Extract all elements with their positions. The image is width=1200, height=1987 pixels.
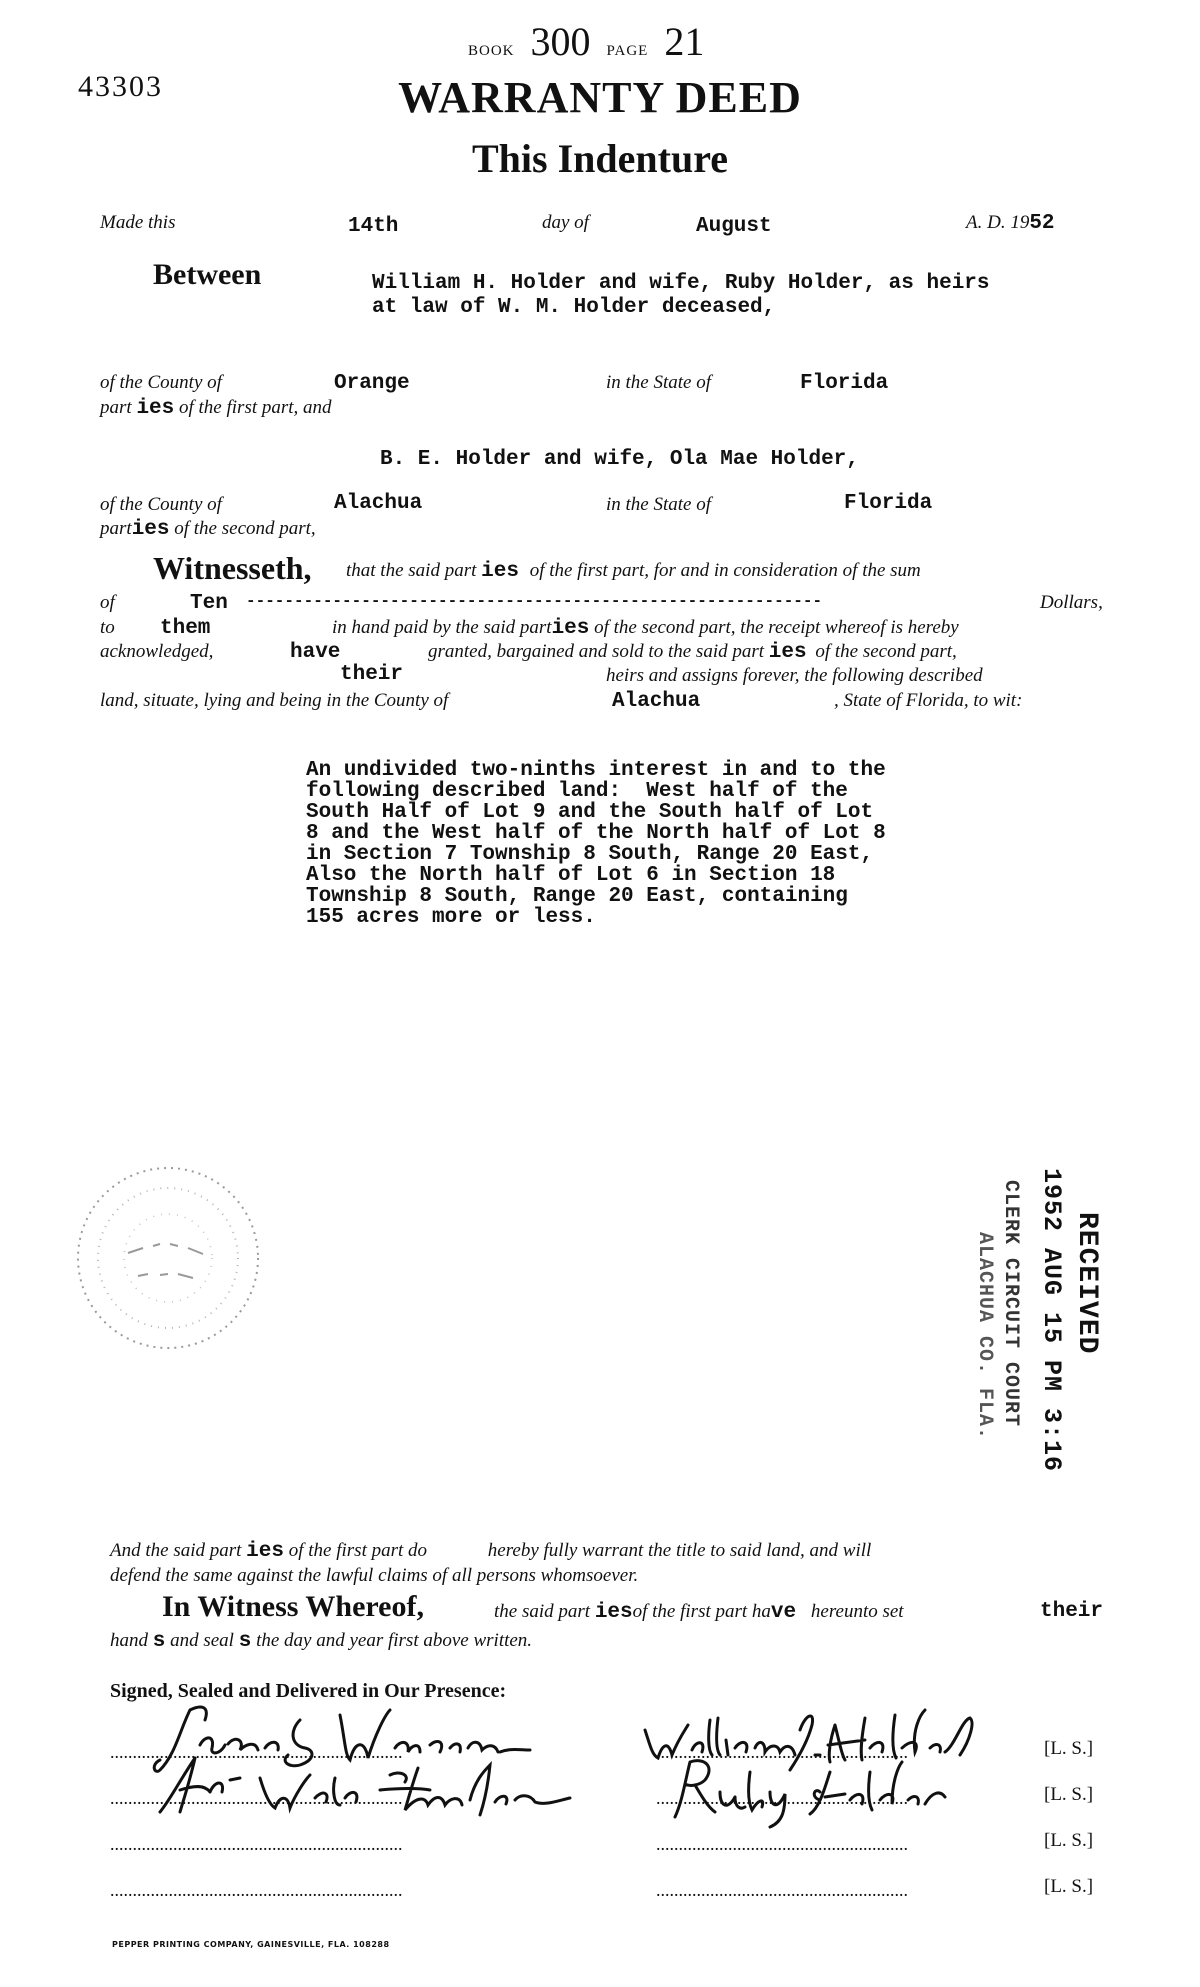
- witnesseth-line-3: [332, 617, 959, 640]
- land-county-value: Alachua: [612, 690, 701, 713]
- legal-line: following described land: West half of the: [306, 780, 848, 803]
- witnesseth-line-4-b: ies: [768, 641, 807, 664]
- state-of-florida-to-wit: , State of Florida, to wit:: [834, 690, 1023, 711]
- witnesseth-line-3-b: ies: [551, 617, 590, 640]
- warranty-line-1-d: hereby fully warrant the title to said land, and will: [487, 1540, 872, 1561]
- grantees: B. E. Holder and wife, Ola Mae Holder,: [380, 448, 859, 471]
- grantor-line-1: ........................................................: [656, 1742, 908, 1762]
- book-label: BOOK: [468, 43, 515, 59]
- witness-line-1: .................................................................: [110, 1742, 403, 1762]
- warranty-line-1: [110, 1540, 871, 1563]
- in-witness-line-2-b: and seal: [170, 1630, 234, 1651]
- in-witness-line-1-e: hereunto set: [810, 1601, 904, 1622]
- ls-label-4: [L. S.]: [1044, 1876, 1094, 1897]
- ls-label-2: [L. S.]: [1044, 1784, 1094, 1805]
- witness-line-4: .................................................................: [110, 1880, 403, 1900]
- second-state-label: in the State of: [606, 494, 712, 515]
- ad-year-label: [966, 212, 1055, 235]
- document-number: 43303: [78, 70, 163, 103]
- first-part-rest: of the first part, and: [179, 397, 332, 418]
- in-witness-their: their: [1040, 1600, 1104, 1623]
- in-witness-line-1: [494, 1601, 904, 1624]
- warranty-line-1-a: And the said part: [110, 1540, 242, 1561]
- received-stamp-line-1: RECEIVED: [1071, 1212, 1102, 1355]
- sum-dashes: ------------------------------------------------------------: [246, 592, 823, 610]
- year-value: 52: [1029, 212, 1055, 235]
- printer-imprint: PEPPER PRINTING COMPANY, GAINESVILLE, FLA. 108288: [112, 1940, 390, 1949]
- second-part-suffix: ies: [131, 518, 170, 541]
- legal-line: South Half of Lot 9 and the South half of Lot: [306, 801, 874, 824]
- made-this-label: Made this: [100, 212, 176, 233]
- witnesseth-line-4-c: of the second part,: [815, 641, 957, 662]
- witnesseth-line-4: [428, 641, 957, 664]
- legal-line: 155 acres more or less.: [306, 906, 596, 929]
- in-witness-line-1-b: ies: [594, 1601, 633, 1624]
- grantor-line-2: ........................................................: [656, 1788, 908, 1808]
- first-part-prefix: part: [100, 397, 132, 418]
- book-number: 300: [530, 19, 591, 64]
- ls-label-3: [L. S.]: [1044, 1830, 1094, 1851]
- first-county-label: of the County of: [100, 372, 222, 393]
- legal-line: An undivided two-ninths interest in and to the: [306, 759, 886, 782]
- to-them-value: them: [160, 617, 211, 640]
- first-state-label: in the State of: [606, 372, 712, 393]
- to-label: to: [100, 617, 115, 638]
- first-part-suffix: ies: [136, 397, 175, 420]
- legal-line: Township 8 South, Range 20 East, containing: [306, 885, 848, 908]
- grantor-line-4: ........................................................: [656, 1880, 908, 1900]
- witnesseth-line-1-c: of the first part, for and in consideration of the sum: [529, 560, 921, 581]
- dollars-label: Dollars,: [1040, 592, 1103, 613]
- first-part-line: [100, 397, 332, 420]
- sum-of-label: of: [100, 592, 115, 613]
- witnesseth-label: Witnesseth,: [153, 550, 312, 586]
- legal-line: in Section 7 Township 8 South, Range 20 East,: [306, 843, 874, 866]
- second-county-value: Alachua: [334, 492, 423, 515]
- received-stamp-line-4: ALACHUA CO. FLA.: [973, 1232, 996, 1441]
- ad-prefix: A. D. 19: [966, 212, 1030, 233]
- in-witness-line-1-c: of the first part ha: [632, 1601, 771, 1622]
- in-witness-whereof-label: In Witness Whereof,: [162, 1590, 424, 1623]
- witnesseth-line-1: [346, 560, 921, 583]
- witness-line-3: .................................................................: [110, 1834, 403, 1854]
- page-label: PAGE: [606, 43, 649, 59]
- legal-line: 8 and the West half of the North half of Lot 8: [306, 822, 886, 845]
- second-part-rest: of the second part,: [174, 518, 316, 539]
- grantors-line-1: William H. Holder and wife, Ruby Holder, as heirs: [372, 272, 990, 295]
- second-state-value: Florida: [844, 492, 933, 515]
- signed-sealed-heading: Signed, Sealed and Delivered in Our Presence:: [110, 1680, 507, 1702]
- witnesseth-line-1-b: ies: [481, 560, 519, 583]
- witness-line-2: .................................................................: [110, 1788, 403, 1808]
- warranty-line-1-c: of the first part do: [288, 1540, 428, 1561]
- page-number: 21: [664, 19, 705, 64]
- witnesseth-line-5: heirs and assigns forever, the following described: [606, 665, 983, 686]
- first-state-value: Florida: [800, 372, 889, 395]
- second-part-prefix: part: [100, 518, 132, 539]
- grantor-line-3: ........................................................: [656, 1834, 908, 1854]
- first-county-value: Orange: [334, 372, 410, 395]
- have-value: have: [290, 641, 341, 664]
- second-part-line: [100, 518, 316, 541]
- second-county-label: of the County of: [100, 494, 222, 515]
- legal-line: Also the North half of Lot 6 in Section 18: [306, 864, 836, 887]
- in-witness-line-2-s1: s: [152, 1630, 166, 1653]
- warranty-line-2: defend the same against the lawful claims of all persons whomsoever.: [110, 1565, 639, 1586]
- legal-description: [306, 760, 886, 928]
- ls-label-1: [L. S.]: [1044, 1738, 1094, 1759]
- received-stamp-line-2: 1952 AUG 15 PM 3:16: [1037, 1168, 1066, 1473]
- book-page-stamp: [468, 18, 704, 65]
- in-witness-line-1-d: ve: [770, 1601, 797, 1624]
- day-value: 14th: [348, 215, 399, 238]
- between-label: Between: [153, 258, 262, 291]
- witnesseth-line-3-c: of the second part, the receipt whereof is hereby: [594, 617, 959, 638]
- deed-title: WARRANTY DEED: [398, 73, 802, 122]
- warranty-line-1-b: ies: [246, 1540, 284, 1563]
- received-stamp-line-3: CLERK CIRCUIT COURT: [999, 1180, 1022, 1428]
- sum-value: Ten: [190, 592, 228, 615]
- in-witness-line-1-a: the said part: [494, 1601, 591, 1622]
- witnesseth-line-1-a: that the said part: [346, 560, 477, 581]
- in-witness-line-2-s2: s: [238, 1630, 252, 1653]
- in-witness-line-2-c: the day and year first above written.: [256, 1630, 533, 1651]
- day-of-label: day of: [542, 212, 589, 233]
- month-value: August: [696, 215, 772, 238]
- acknowledged-label: acknowledged,: [100, 641, 214, 662]
- their-value: their: [340, 663, 404, 686]
- in-witness-line-2-a: hand: [110, 1630, 148, 1651]
- witnesseth-line-3-a: in hand paid by the said part: [332, 617, 552, 638]
- deed-subtitle: This Indenture: [471, 136, 728, 181]
- embossed-seal-icon: [68, 1158, 268, 1358]
- grantors-line-2: at law of W. M. Holder deceased,: [372, 296, 776, 319]
- witnesseth-line-4-a: granted, bargained and sold to the said part: [428, 641, 765, 662]
- witnesseth-line-6: land, situate, lying and being in the County of: [100, 690, 449, 711]
- in-witness-line-2: [110, 1630, 532, 1653]
